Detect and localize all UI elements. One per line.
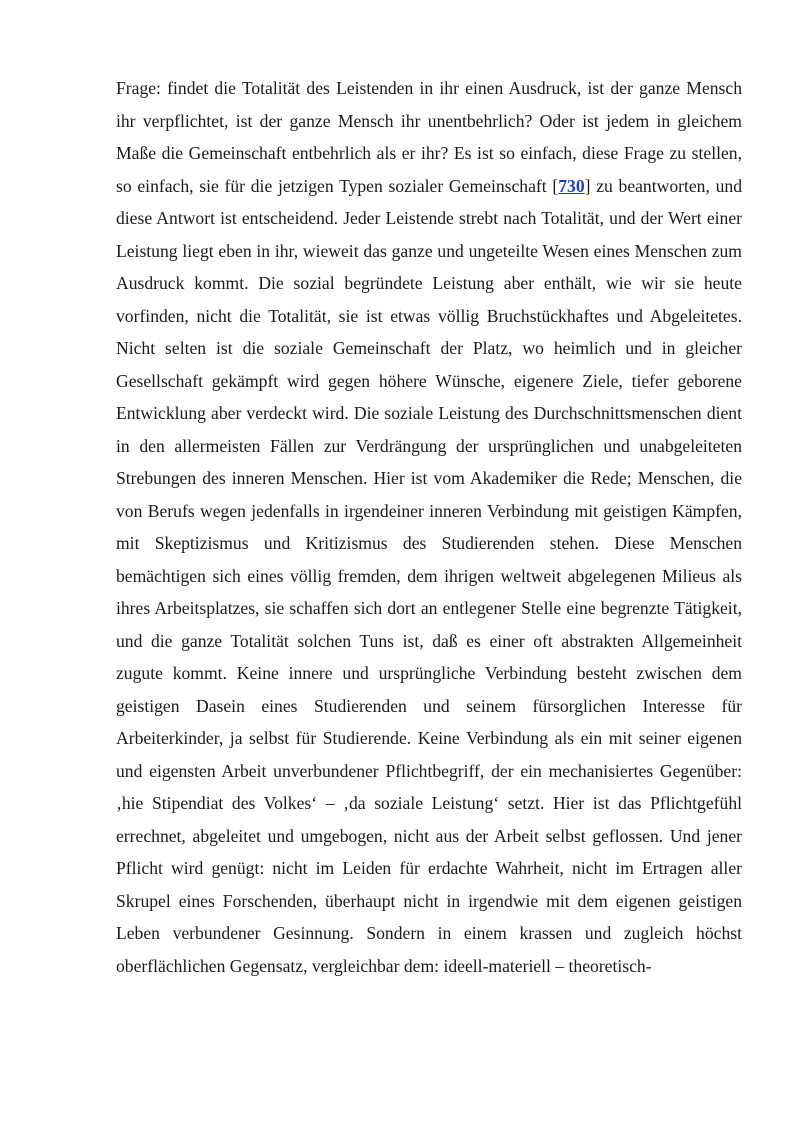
paragraph-text-after-ref: ] zu beantworten, und diese Antwort ist entscheidend. Jeder Leistende strebt nach Totalität, und der Wert einer Leistung liegt eben in ihr, wieweit das ganze und ungeteilte Wesen eines Menschen zum Ausdruck kommt. Die sozial begründete Leistung aber enthält, wie wir sie heute vorfinden, nicht die Totalität, sie ist etwas völlig Bruchstückhaftes und Abgeleitetes. Nicht selten ist die soziale Gemeinschaft der Platz, wo heimlich und in gleicher Gesellschaft gekämpft wird gegen höhere Wünsche, eigenere Ziele, tiefer geborene Entwicklung aber verdeckt wird. Die soziale Leistung des Durchschnittsmenschen dient in den allermeisten Fällen zur Verdrängung der ursprünglichen und unabgeleiteten Strebungen des inneren Menschen. Hier ist vom Akademiker die Rede; Menschen, die von Berufs wegen jedenfalls in irgendeiner inneren Verbindung mit geistigen Kämpfen, mit Skeptizismus und Kritizismus des Studierenden stehen. Diese Menschen bemächtigen sich eines völlig fremden, dem ihrigen weltweit abgelegenen Milieus als ihres Arbeitsplatzes, sie schaffen sich dort an entlegener Stelle eine begrenzte Tätigkeit, und die ganze Totalität solchen Tuns ist, daß es einer oft abstrakten Allgemeinheit zugute kommt. Keine innere und ursprüngliche Verbindung besteht zwischen dem geistigen Dasein eines Studierenden und seinem fürsorglichen Interesse für Arbeiterkinder, ja selbst für Studierende. Keine Verbindung als ein mit seiner eigenen und eigensten Arbeit unverbundener Pflichtbegriff, der ein mechanisiertes Gegenüber: ‚hie Stipendiat des Volkes‘ – ‚da soziale Leistung‘ setzt. Hier ist das Pflichtgefühl errechnet, abgeleitet und umgebogen, nicht aus der Arbeit selbst geflossen. Und jener Pflicht wird genügt: nicht im Leiden für erdachte Wahrheit, nicht im Ertragen aller Skrupel eines Forschenden, überhaupt nicht in irgendwie mit dem eigenen geistigen Leben verbundener Gesinnung. Sondern in einem krassen und zugleich höchst oberflächlichen Gegensatz, vergleichbar dem: ideell-materiell – theoretisch- — [116, 175, 742, 976]
body-paragraph — [116, 72, 742, 982]
document-page — [116, 72, 742, 982]
page-reference-link[interactable]: 730 — [558, 175, 585, 196]
paragraph-text-before-ref: Frage: findet die Totalität des Leistenden in ihr einen Ausdruck, ist der ganze Mensch ihr verpflichtet, ist der ganze Mensch ihr unentbehrlich? Oder ist jedem in gleichem Maße die Gemeinschaft entbehrlich als er ihr? Es ist so einfach, diese Frage zu stellen, so einfach, sie für die jetzigen Typen sozialer Gemeinschaft [ — [116, 78, 742, 196]
